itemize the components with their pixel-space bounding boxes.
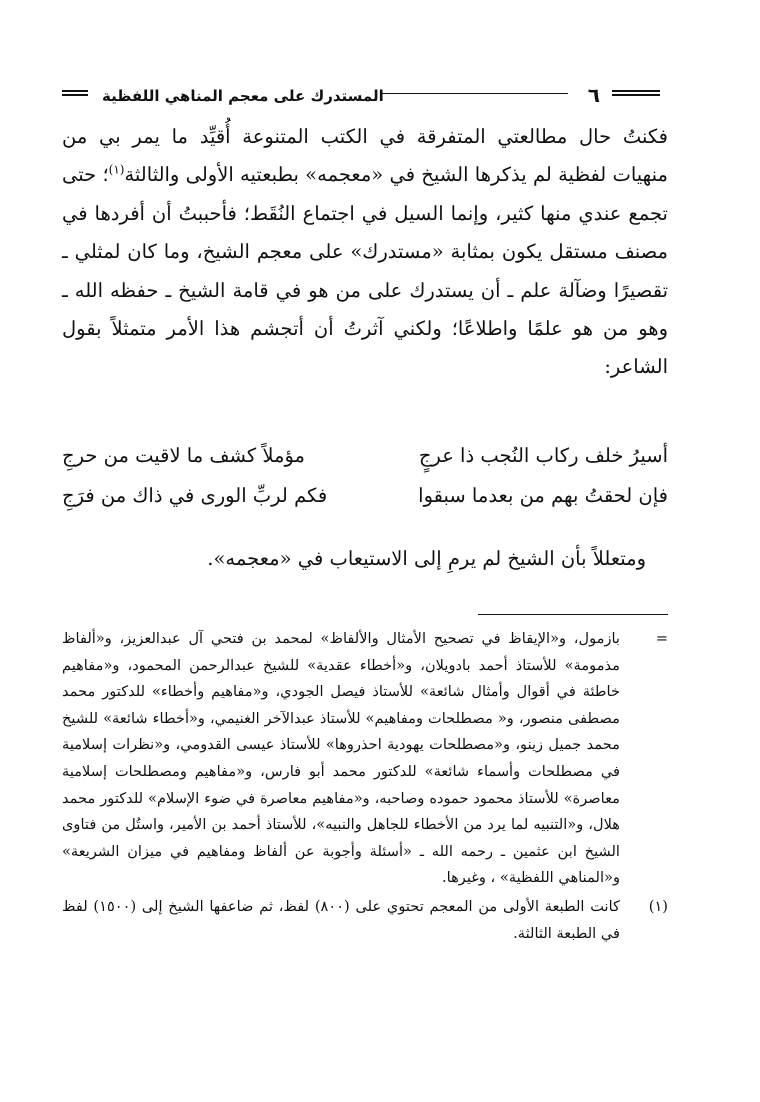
footnote-continuation (62, 626, 668, 892)
running-header (62, 84, 668, 108)
header-rule-middle (382, 93, 568, 94)
body-text (62, 118, 668, 387)
footnote-text: بازمول، و«الإيقاظ في تصحيح الأمثال والألفاظ» لمحمد بن فتحي آل عبدالعزيز، و«ألفاظ مذمومة» للأستاذ أحمد بادويلان، و«أخطاء عقدية» للشيخ عبدالرحمن المحمود، و«مفاهيم خاطئة في أقوال وأمثال شائعة» للأستاذ فيصل الجودي، و«مفاهيم وأخطاء» للدكتور محمد مصطفى منصور، و« مصطلحات ومفاهيم» للأستاذ عبدالآخر الغنيمي، و«أخطاء شائعة» للشيخ محمد جميل زينو، و«مصطلحات يهودية احذروها» للأستاذ عيسى القدومي، و«نظرات إسلامية في مصطلحات وأسماء شائعة» للدكتور محمد أبو فارس، و«مفاهيم ومصطلحات إسلامية معاصرة» للأستاذ محمود حموده وصاحبه، و«مفاهيم معاصرة في ضوء الإسلام» للدكتور محمد هلال، و«التنبيه لما يرد من الأخطاء للجاهل والنبيه»، للأستاذ أحمد بن الأمير، واستُل من فتاوى الشيخ ابن عثمين ـ رحمه الله ـ «أسئلة وأجوبة عن ألفاظ ومفاهيم في ميزان الشريعة» و«المناهي اللفظية» ، وغيرها. (62, 630, 620, 887)
paragraph-text: فكنتُ حال مطالعتي المتفرقة في الكتب المتنوعة أُقيِّد ما يمر بي من منهيات لفظية لم يذكرها الشيخ في «معجمه» بطبعتيه الأولى والثالثة (62, 125, 668, 187)
verse-first-hemistich: أسيرُ خلف ركاب النُجب ذا عرجٍ (418, 444, 668, 467)
footnote-text: كانت الطبعة الأولى من المعجم تحتوي على (٨٠٠) لفظ، ثم ضاعفها الشيخ إلى (١٥٠٠) لفظ في الطبعة الثالثة. (62, 897, 621, 942)
footnote-marker: (١) (648, 897, 668, 915)
closing-sentence: ومتعللاً بأن الشيخ لم يرمِ إلى الاستيعاب في «معجمه». (207, 547, 646, 570)
paragraph-text-continued: ؛ حتى تجمع عندي منها كثير، وإنما السيل في اجتماع النُقَط؛ فأحببتُ أن أفردها في مصنف مستقل يكون بمثابة «مستدرك» على معجم الشيخ، وما كان لمثلي ـ تقصيرًا وضآلة علم ـ أن يستدرك على من هو في قامة الشيخ ـ حفظه الله ـ وهو من هو علمًا واطلاعًا؛ ولكني آثرتُ أن أتجشم هذا الأمر متمثلاً بقول الشاعر: (62, 163, 668, 379)
page-number: ٦ (587, 83, 600, 107)
verse-first-hemistich: فإن لحقتُ بهم من بعدما سبقوا (418, 484, 668, 507)
verse-second-hemistich: مؤملاً كشف ما لاقيت من حرجِ (62, 444, 306, 467)
main-paragraph (62, 118, 668, 387)
running-title: المستدرك على معجم المناهي اللفظية (102, 87, 384, 105)
footnote-1 (62, 894, 668, 947)
header-rule-left (62, 90, 88, 96)
footnote-marker: = (655, 630, 668, 647)
header-rule-right (612, 90, 660, 96)
verse-second-hemistich: فكم لربِّ الورى في ذاك من فرَجِ (62, 484, 328, 507)
poem (62, 436, 668, 516)
poem-verse (62, 436, 668, 476)
footnotes (62, 626, 668, 947)
poem-verse (62, 476, 668, 516)
footnote-reference: (١) (108, 162, 125, 177)
footnote-separator (478, 614, 668, 615)
